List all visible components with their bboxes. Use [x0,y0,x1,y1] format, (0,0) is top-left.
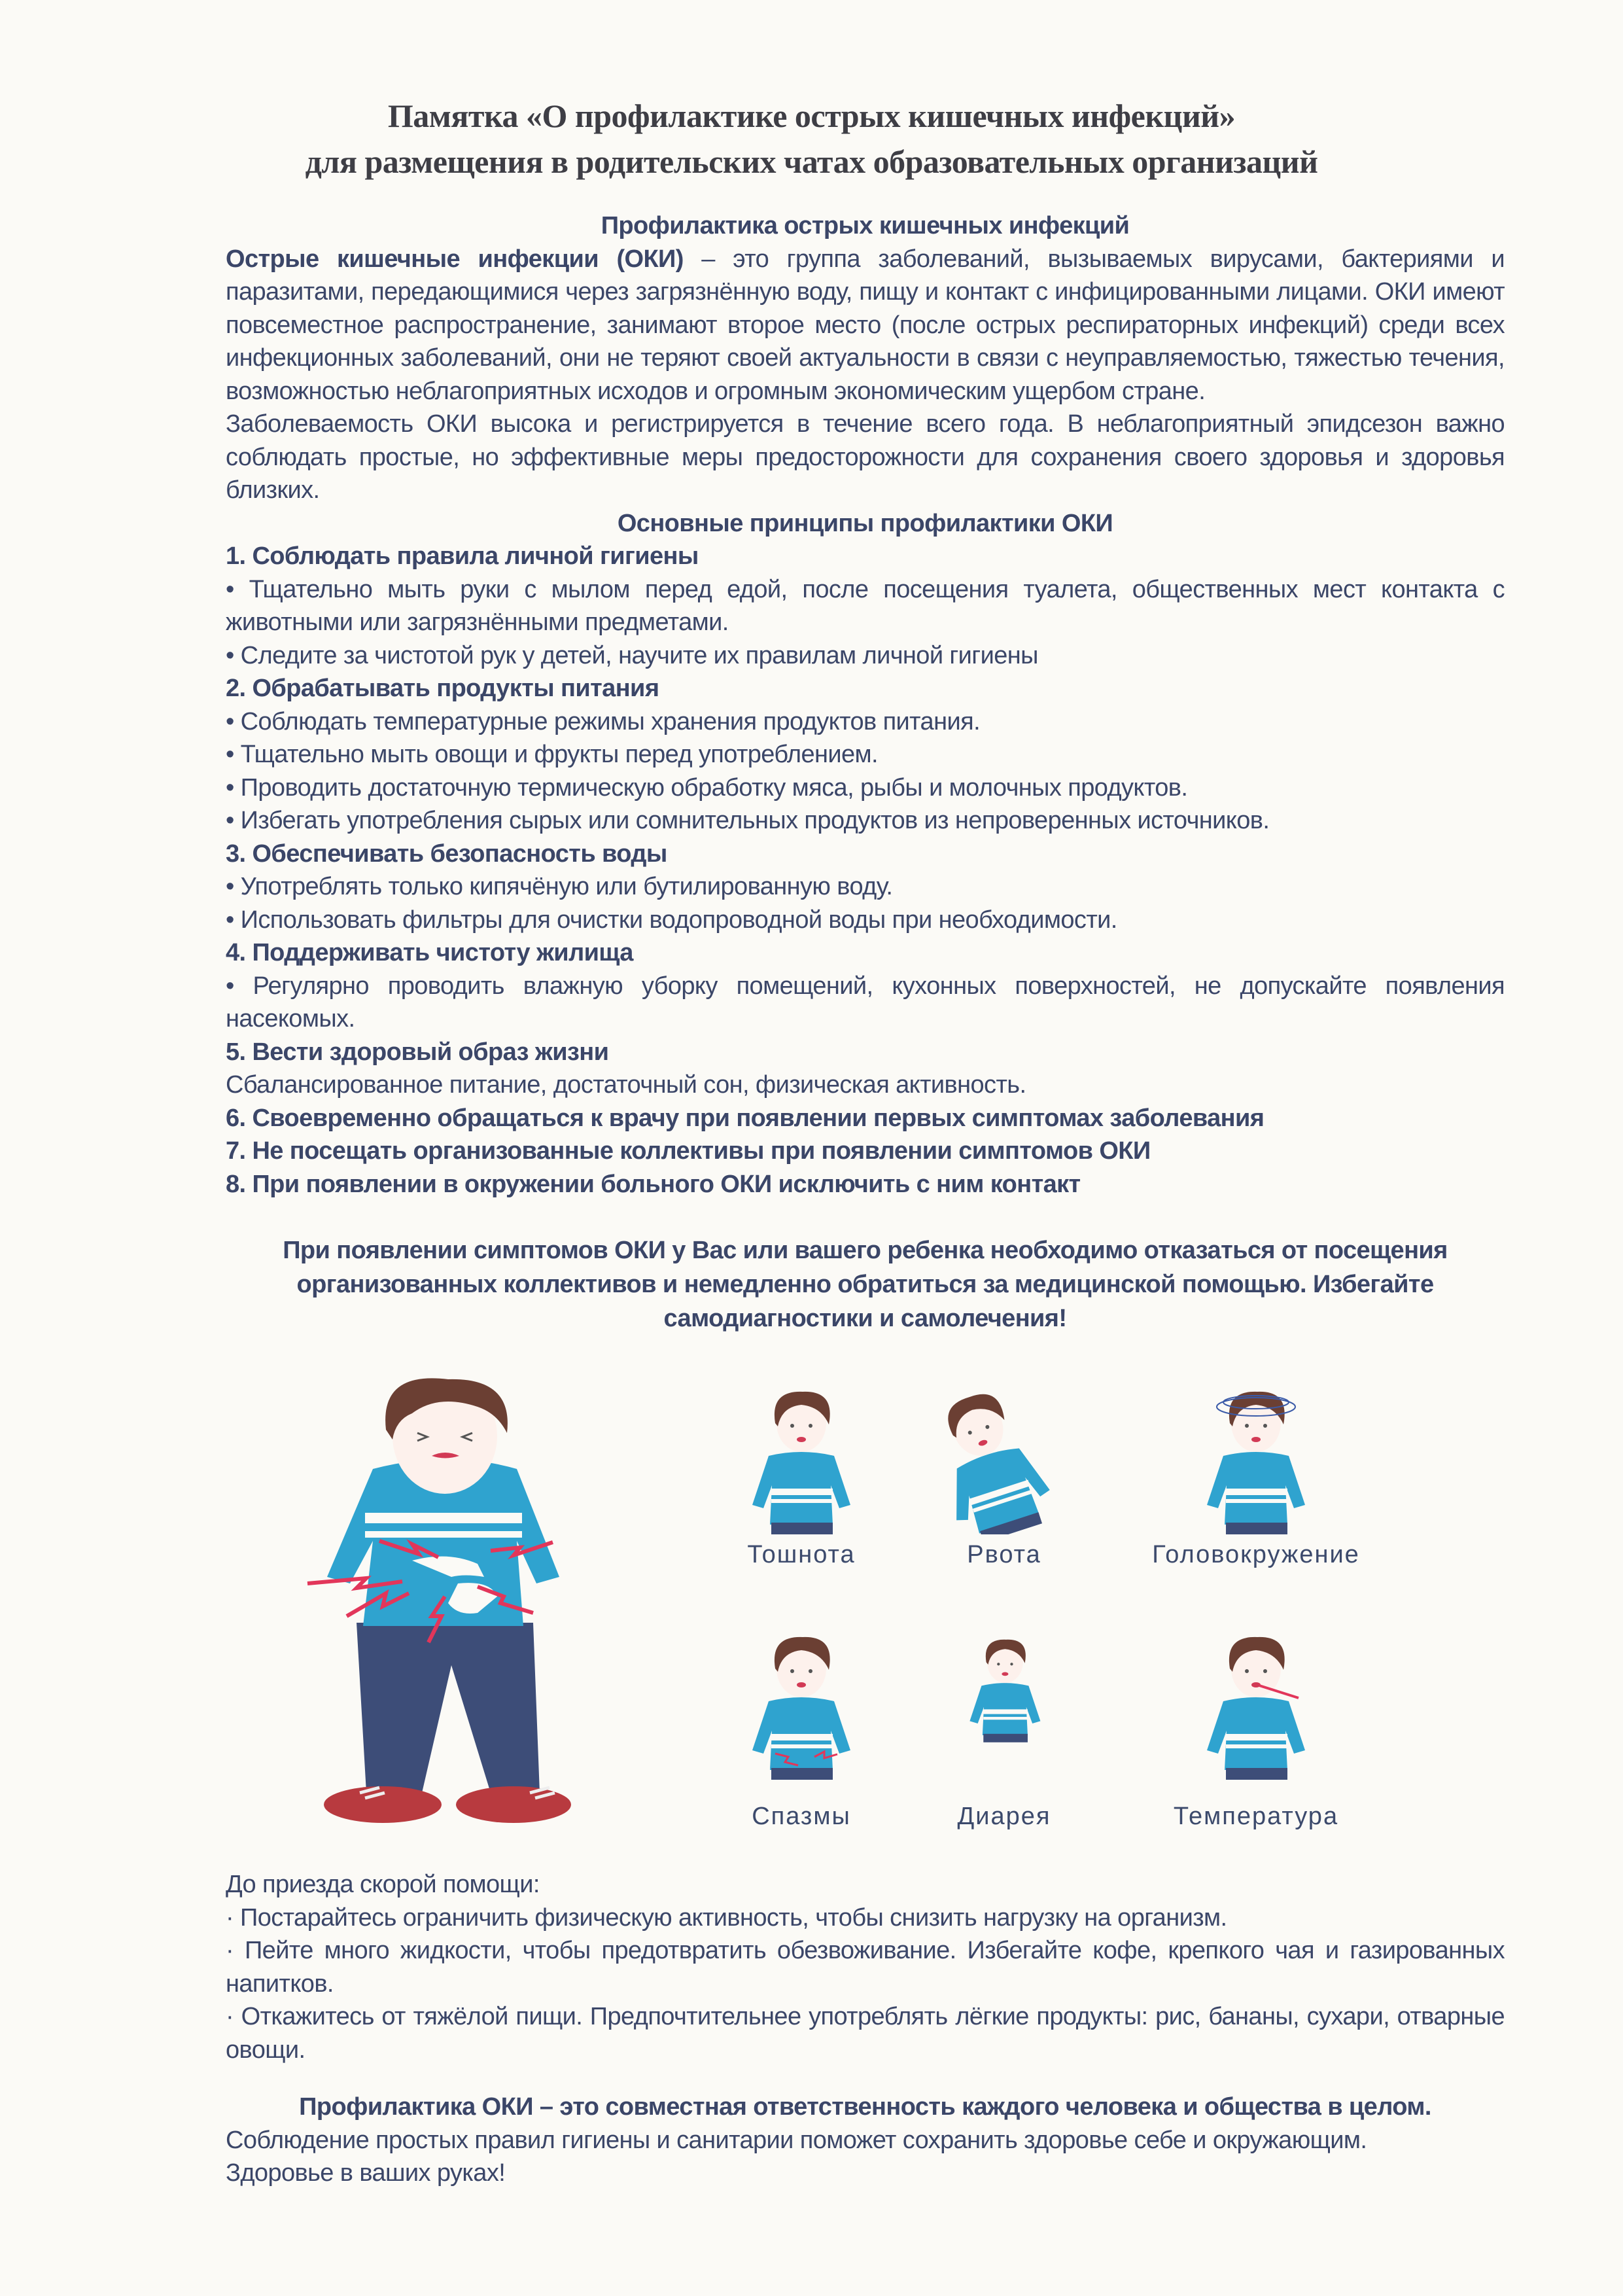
definition-text: – это группа заболеваний, вызываемых вирусами, бактериями и паразитами, передающимися через загрязнённую воду, пищу и контакт с инфицированными лицами. ОКИ имеют повсеместное распространение, занимают второе место (после острых респираторных инфекций) среди всех инфекционных заболеваний, они не теряют своей актуальности в связи с неуправляемостью, тяжестью течения, возможностью неблагоприятных исходов и огромным экономическим ущербом стране. [226,245,1505,405]
symptom-caption: Диарея [957,1803,1051,1830]
warning-text [226,1233,1505,1335]
principle-item: • Регулярно проводить влажную уборку помещений, кухонных поверхностей, не допускайте появления насекомых. [226,972,1505,1033]
document-subtitle: для размещения в родительских чатах образовательных организаций [305,143,1318,180]
principle-item: • Использовать фильтры для очистки водопроводной воды при необходимости. [226,906,1117,934]
principle-title-6: 6. Своевременно обращаться к врачу при появлении первых симптомах заболевания [226,1104,1265,1132]
warning-paragraph: При появлении симптомов ОКИ у Вас или вашего ребенка необходимо отказаться от посещения организованных коллективов и немедленно обратиться за медицинской помощью. Избегайте самодиагностики и самолечения! [283,1237,1448,1332]
principle-section-4 [226,936,1505,1036]
closing-slogan: Здоровье в ваших руках! [226,2159,506,2187]
intro-paragraph: Заболеваемость ОКИ высока и регистрируется в течение всего года. В неблагоприятный эпидсезон важно соблюдать простые, но эффективные меры предосторожности для сохранения своего здоровья и здоровья близких. [226,410,1505,504]
main-boy-illustration [307,1378,571,1823]
principle-item: • Тщательно мыть руки с мылом перед едой, после посещения туалета, общественных мест контакта с животными или загрязнёнными предметами. [226,575,1505,636]
principle-section-3 [226,838,1505,937]
first-aid-heading: До приезда скорой помощи: [226,1871,540,1898]
principle-item: • Соблюдать температурные режимы хранения продуктов питания. [226,707,981,735]
main-text [226,209,1505,1201]
nausea-figure-icon [723,1377,880,1534]
principle-item: Сбалансированное питание, достаточный сон, физическая активность. [226,1071,1026,1099]
principle-title: 4. Поддерживать чистоту жилища [226,939,633,966]
principles-heading: Основные принципы профилактики ОКИ [617,509,1113,537]
stomach-ache-figure-icon [281,1368,674,1826]
symptom-caption: Температура [1173,1803,1339,1830]
principle-title: 2. Обрабатывать продукты питания [226,675,659,702]
principle-item: • Избегать употребления сырых или сомнительных продуктов из непроверенных источников. [226,807,1270,834]
definition-term: Острые кишечные инфекции (ОКИ) [226,245,684,273]
cramps-figure-icon [723,1623,880,1780]
principle-section-1 [226,540,1505,672]
intro-heading: Профилактика острых кишечных инфекций [601,212,1130,239]
first-aid-item: · Пейте много жидкости, чтобы предотвратить обезвоживание. Избегайте кофе, крепкого чая и газированных напитков. [226,1937,1505,1998]
intro-definition [226,243,1505,408]
symptom-caption: Тошнота [747,1541,856,1568]
symptom-caption: Головокружение [1152,1541,1360,1568]
closing-text: Соблюдение простых правил гигиены и санитарии поможет сохранить здоровье себе и окружающим. [226,2126,1367,2154]
principle-title: 3. Обеспечивать безопасность воды [226,839,667,868]
principle-section-5 [226,1036,1505,1102]
symptom-caption: Спазмы [752,1803,851,1830]
first-aid-item: · Постарайтесь ограничить физическую активность, чтобы снизить нагрузку на организм. [226,1903,1227,1932]
principle-item: • Употреблять только кипячёную или бутилированную воду. [226,873,893,900]
document-title: Памятка «О профилактике острых кишечных инфекций» [387,97,1236,134]
principle-title: 5. Вести здоровый образ жизни [226,1038,609,1066]
fever-figure-icon [1178,1623,1335,1780]
principle-title-7: 7. Не посещать организованные коллективы при появлении симптомов ОКИ [226,1137,1151,1165]
symptom-caption: Рвота [967,1541,1041,1568]
vomiting-figure-icon [926,1377,1083,1534]
first-aid-section [226,1868,1505,2066]
principle-title-8: 8. При появлении в окружении больного ОКИ исключить с ним контакт [226,1170,1081,1198]
principle-section-2 [226,672,1505,838]
closing-section [226,2091,1505,2190]
first-aid-item: · Откажитесь от тяжёлой пищи. Предпочтительнее употреблять лёгкие продукты: рис, бананы, сухари, отварные овощи. [226,2003,1505,2064]
principle-item: • Тщательно мыть овощи и фрукты перед употреблением. [226,741,879,768]
principle-item: • Проводить достаточную термическую обработку мяса, рыбы и молочных продуктов. [226,773,1188,802]
principle-title: 1. Соблюдать правила личной гигиены [226,542,699,570]
diarrhea-figure-icon [926,1623,1083,1780]
dizziness-figure-icon [1178,1377,1335,1534]
principle-item: • Следите за чистотой рук у детей, научите их правилам личной гигиены [226,641,1038,669]
closing-heading: Профилактика ОКИ – это совместная ответственность каждого человека и общества в целом. [299,2093,1431,2121]
